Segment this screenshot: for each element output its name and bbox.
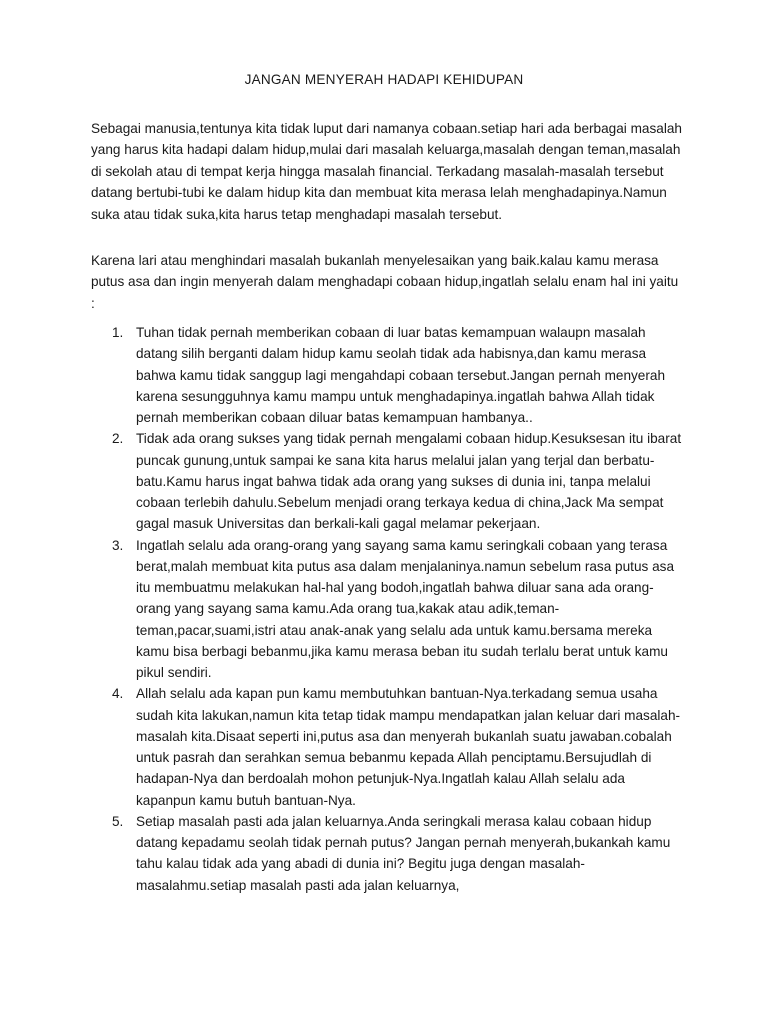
list-item-text: Ingatlah selalu ada orang-orang yang sayang sama kamu seringkali cobaan yang terasa berat,malah membuat kita putus asa dalam menjalaninya.namun sebelum rasa putus asa itu membuatmu melakukan hal-hal yang bodoh,ingatlah bahwa diluar sana ada orang-orang yang sayang sama kamu.Ada orang tua,kakak atau adik,teman-teman,pacar,suami,istri atau anak-anak yang selalu ada untuk kamu.bersama mereka kamu bisa berbagi bebanmu,jika kamu merasa beban itu sudah terlalu berat untuk kamu pikul sendiri.	[136, 537, 675, 680]
list-item	[91, 811, 683, 896]
numbered-list	[91, 322, 683, 896]
list-item	[91, 683, 683, 811]
list-item	[91, 428, 683, 534]
list-item-number: 2.	[112, 431, 124, 447]
second-paragraph: Karena lari atau menghindari masalah bukanlah menyelesaikan yang baik.kalau kamu merasa putus asa dan ingin menyerah dalam menghadapi cobaan hidup,ingatlah selalu enam hal ini yaitu :	[91, 253, 679, 311]
list-item-number: 3.	[112, 537, 124, 553]
list-item-text: Tidak ada orang sukses yang tidak pernah mengalami cobaan hidup.Kesuksesan itu ibarat puncak gunung,untuk sampai ke sana kita harus melalui jalan yang terjal dan berbatu-batu.Kamu harus ingat bahwa tidak ada orang yang sukses di dunia ini, tanpa melalui cobaan terlebih dahulu.Sebelum menjadi orang terkaya kedua di china,Jack Ma sempat gagal masuk Universitas dan berkali-kali gagal melamar pekerjaan.	[136, 431, 682, 532]
list-item-number: 5.	[112, 813, 124, 829]
list-item-number: 1.	[112, 325, 124, 340]
intro-paragraph: Sebagai manusia,tentunya kita tidak luput dari namanya cobaan.setiap hari ada berbagai masalah yang harus kita hadapi dalam hidup,mulai dari masalah keluarga,masalah dengan teman,masalah di sekolah atau di tempat kerja hingga masalah financial. Terkadang masalah-masalah tersebut datang bertubi-tubi ke dalam hidup kita dan membuat kita merasa lelah menghadapinya.Namun suka atau tidak suka,kita harus tetap menghadapi masalah tersebut.	[91, 121, 682, 222]
list-item-text: Setiap masalah pasti ada jalan keluarnya.Anda seringkali merasa kalau cobaan hidup datang kepadamu seolah tidak pernah putus? Jangan pernah menyerah,bukankah kamu tahu kalau tidak ada yang abadi di dunia ini? Begitu juga dengan masalah-masalahmu.setiap masalah pasti ada jalan keluarnya,	[136, 813, 671, 893]
list-item	[91, 535, 683, 684]
document-title: JANGAN MENYERAH HADAPI KEHIDUPAN	[244, 72, 524, 87]
list-item-text: Allah selalu ada kapan pun kamu membutuhkan bantuan-Nya.terkadang semua usaha sudah kita lakukan,namun kita tetap tidak mampu mendapatkan jalan keluar dari masalah-masalah kita.Disaat seperti ini,putus asa dan menyerah bukanlah suatu jawaban.cobalah untuk pasrah dan serahkan semua bebanmu kepada Allah penciptamu.Bersujudlah di hadapan-Nya dan berdoalah mohon petunjuk-Nya.Ingatlah kalau Allah selalu ada kapanpun kamu butuh bantuan-Nya.	[136, 686, 681, 808]
list-item-number: 4.	[112, 686, 124, 702]
list-item	[91, 322, 683, 428]
list-item-text: Tuhan tidak pernah memberikan cobaan di luar batas kemampuan walaupn masalah datang silih berganti dalam hidup kamu seolah tidak ada habisnya,dan kamu merasa bahwa kamu tidak sanggup lagi mengahdapi cobaan tersebut.Jangan pernah menyerah karena sesungguhnya kamu mampu untuk menghadapinya.ingatlah bahwa Allah tidak pernah memberikan cobaan diluar batas kemampuan hambanya..	[136, 325, 666, 425]
